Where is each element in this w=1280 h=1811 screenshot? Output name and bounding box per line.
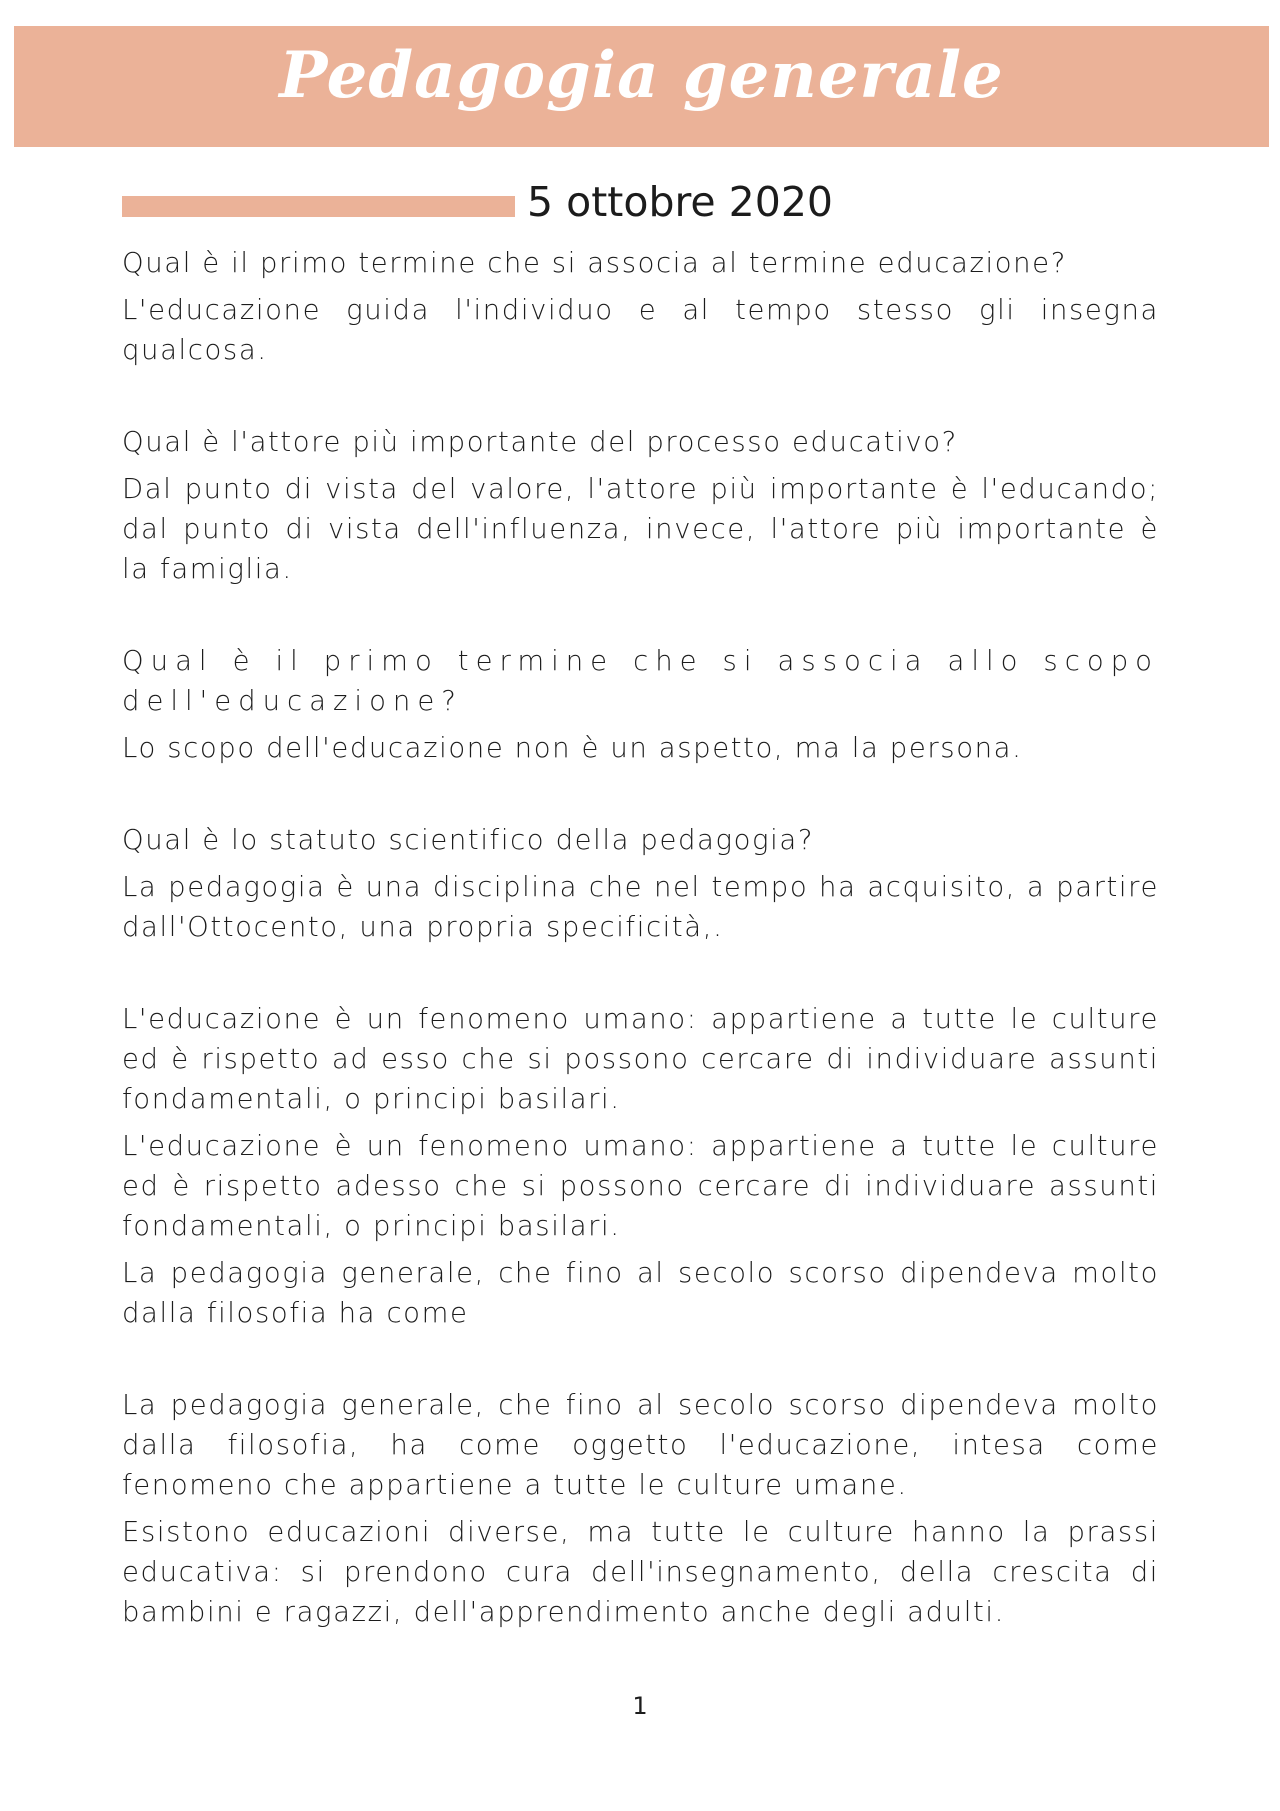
answer-4: La pedagogia è una disciplina che nel tempo ha acquisito, a partire dall'Ottocento, una propria specificità,.: [122, 871, 1159, 943]
question-1: Qual è il primo termine che si associa al termine educazione?: [122, 247, 1067, 279]
answer-1: L'educazione guida l'individuo e al tempo stesso gli insegna qualcosa.: [122, 294, 1159, 366]
answer-3: Lo scopo dell'educazione non è un aspetto, ma la persona.: [122, 732, 1023, 764]
notes-body: [122, 243, 1159, 1632]
date-heading: [122, 178, 1162, 228]
date-accent-bar: [122, 196, 515, 217]
question-4: Qual è lo statuto scientifico della pedagogia?: [122, 824, 815, 856]
page-number: 1: [632, 1692, 648, 1720]
question-3: Qual è il primo termine che si associa allo scopo dell'educazione?: [122, 645, 1159, 717]
paragraph-6: L'educazione è un fenomeno umano: appartiene a tutte le culture ed è rispetto adesso che si possono cercare di individuare assunti fondamentali, o principi basilari.: [122, 1130, 1159, 1242]
paragraph-8: La pedagogia generale, che fino al secolo scorso dipendeva molto dalla filosofia, ha come oggetto l'educazione, intesa come fenomeno che appartiene a tutte le culture umane.: [122, 1389, 1159, 1501]
paragraph-9: Esistono educazioni diverse, ma tutte le culture hanno la prassi educativa: si prendono cura dell'insegnamento, della crescita di bambini e ragazzi, dell'apprendimento anche degli adulti.: [122, 1516, 1159, 1628]
header-band: [14, 26, 1269, 147]
date-text: 5 ottobre 2020: [527, 178, 834, 226]
answer-2: Dal punto di vista del valore, l'attore più importante è l'educando; dal punto di vista dell'influenza, invece, l'attore più importante è la famiglia.: [122, 473, 1159, 585]
paragraph-5: L'educazione è un fenomeno umano: appartiene a tutte le culture ed è rispetto ad esso che si possono cercare di individuare assunti fondamentali, o principi basilari.: [122, 1003, 1159, 1115]
page-title: Pedagogia generale: [279, 38, 1004, 113]
question-2: Qual è l'attore più importante del processo educativo?: [122, 426, 958, 458]
paragraph-7: La pedagogia generale, che fino al secolo scorso dipendeva molto dalla filosofia ha come: [122, 1257, 1159, 1329]
